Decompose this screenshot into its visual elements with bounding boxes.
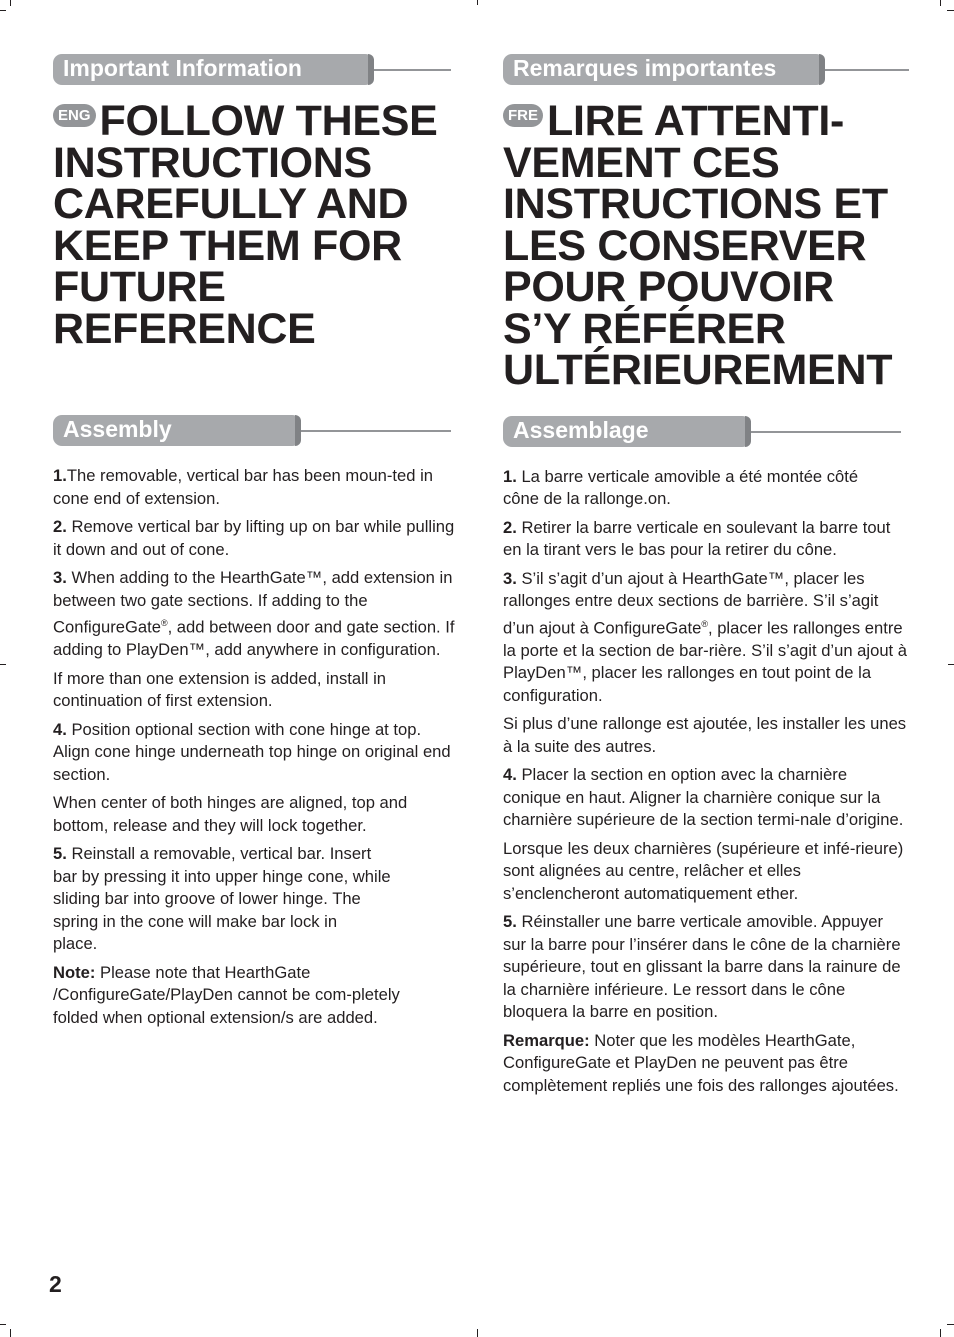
french-column (503, 54, 913, 1103)
step-text: The removable, vertical bar has been moun-ted in cone end of extension. (53, 466, 434, 508)
assemblage-header (503, 416, 913, 447)
heading-line: REFERENCE (53, 304, 316, 353)
section-rule (374, 69, 451, 71)
step-number: 1. (53, 466, 67, 485)
heading-line: CAREFULLY AND (53, 180, 409, 228)
step-3-extra: Si plus d’une rallonge est ajoutée, les installer les unes à la suite des autres. (503, 714, 907, 756)
step-text: When adding to the HearthGate™, add extension in between two gate sections. If adding to the ConfigureGate (53, 568, 453, 637)
english-column (53, 54, 463, 1035)
step-number: 5. (503, 912, 517, 932)
step-text: place. (53, 934, 98, 954)
section-rule (825, 69, 909, 71)
heading-line: INSTRUCTIONS (53, 138, 372, 187)
step-4-extra: Lorsque les deux charnières (supérieure et infé-rieure) sont alignées au centre, relâcher et elles s’enclencheront automatiquement ether. (503, 838, 904, 903)
heading-line: FUTURE (53, 263, 226, 311)
note-text: Please note that HearthGate (95, 962, 311, 982)
step-text: Réinstaller une barre verticale amovible. Appuyer sur la barre pour l’insérer dans le cône de la charnière supérieure, tout en glissant la barre dans la rainure de la charnière inférieure. Le ressort dans le cône bloquera la barre en position. (503, 912, 901, 1022)
language-badge: ENG (53, 104, 96, 127)
note-text: Noter que les modèles HearthGate, ConfigureGate et PlayDen ne peuvent pas être complètement repliés une fois des rallonges ajoutées. (503, 1030, 899, 1095)
crop-mark (947, 10, 954, 11)
step-5 (53, 843, 398, 956)
section-rule (301, 430, 451, 432)
step-1 (53, 465, 458, 510)
step-2 (53, 516, 458, 561)
step-5 (503, 911, 908, 1024)
crop-mark (940, 1329, 941, 1337)
heading-line: LIRE ATTENTI- (547, 97, 845, 145)
step-text: , add between door and gate section. If adding to PlayDen™, add anywhere in configuration. (53, 617, 455, 660)
crop-mark (0, 10, 6, 11)
heading-line: INSTRUCTIONS ET (503, 180, 888, 228)
page-number: 2 (49, 1271, 62, 1297)
important-information-header (53, 54, 463, 85)
note-label: Note: (53, 962, 96, 982)
main-heading (503, 97, 913, 394)
step-3 (503, 568, 908, 708)
section-label: Assembly (53, 415, 301, 446)
step-number: 4. (53, 719, 67, 739)
step-3-extra: If more than one extension is added, install in continuation of first extension. (53, 668, 387, 711)
step-4-extra: When center of both hinges are aligned, top and bottom, release and they will lock together. (53, 793, 408, 835)
step-text: Reinstall a removable, vertical bar. Insert bar by pressing it into upper hinge cone, while sliding bar into groove of lower hinge. The spring in the cone will make bar lock in (53, 844, 391, 931)
heading-line: KEEP THEM FOR (53, 221, 402, 270)
step-number: 2. (53, 517, 67, 536)
step-1 (503, 466, 878, 511)
crop-mark (477, 1329, 478, 1337)
step-number: 3. (53, 568, 67, 587)
heading-line: LES CONSERVER (503, 221, 867, 270)
heading-line: FOLLOW THESE (99, 97, 438, 145)
step-4 (503, 764, 908, 832)
registered-mark: ® (160, 618, 168, 628)
step-2 (503, 517, 908, 562)
assembly-header (53, 415, 463, 446)
note-label: Remarque: (503, 1030, 590, 1050)
remarques-importantes-header (503, 54, 913, 85)
language-badge: FRE (503, 104, 543, 127)
step-text: Position optional section with cone hinge at top. Align cone hinge underneath top hinge on original end section. (53, 719, 451, 784)
step-text: S’il s’agit d’un ajout à HearthGate™, placer les rallonges entre deux sections de barrière. S’il s’agit d’un ajout à ConfigureGate (503, 568, 879, 638)
crop-mark (10, 0, 11, 6)
step-number: 3. (503, 568, 517, 588)
section-label: Remarques importantes (503, 54, 825, 85)
section-label: Important Information (53, 54, 374, 85)
crop-mark (947, 1324, 954, 1325)
step-text: Placer la section en option avec la charnière conique en haut. Aligner la charnière conique sur la charnière supérieure de la section termi-nale d’origine. (503, 765, 904, 830)
step-number: 4. (503, 765, 517, 785)
crop-mark (948, 664, 954, 665)
step-number: 1. (503, 466, 517, 486)
crop-mark (10, 1329, 11, 1337)
heading-line: VEMENT CES (503, 138, 780, 187)
crop-mark (477, 0, 478, 5)
step-number: 5. (53, 844, 67, 864)
step-4 (53, 719, 458, 787)
step-text: La barre verticale amovible a été montée côté cône de la rallonge.on. (503, 466, 859, 508)
step-text: Remove vertical bar by lifting up on bar while pulling it down and out of cone. (53, 517, 455, 559)
registered-mark: ® (701, 618, 708, 629)
section-label: Assemblage (503, 416, 751, 447)
heading-line: ULTÉRIEUREMENT (503, 346, 893, 394)
crop-mark (0, 664, 6, 665)
section-rule (751, 431, 901, 433)
crop-mark (0, 1324, 6, 1325)
main-heading (53, 97, 463, 353)
note (503, 1030, 908, 1098)
heading-line: POUR POUVOIR (503, 263, 834, 311)
note-text: /ConfigureGate/PlayDen cannot be com-pletely folded when optional extension/s are added. (53, 985, 400, 1027)
heading-line: S’Y RÉFÉRER (503, 304, 786, 353)
assemblage-instructions (503, 466, 908, 1098)
step-text: , placer les rallonges entre la porte et la section de bar-rière. S’il s’agit d’un ajout à PlayDen™, placer les rallonges en tout point de la configuration. (503, 618, 908, 705)
crop-mark (940, 0, 941, 6)
step-number: 2. (503, 517, 517, 537)
step-text: Retirer la barre verticale en soulevant la barre tout en la tirant vers le bas pour la retirer du cône. (503, 517, 891, 559)
assembly-instructions (53, 465, 458, 1029)
note (53, 962, 433, 1030)
step-3 (53, 567, 458, 662)
